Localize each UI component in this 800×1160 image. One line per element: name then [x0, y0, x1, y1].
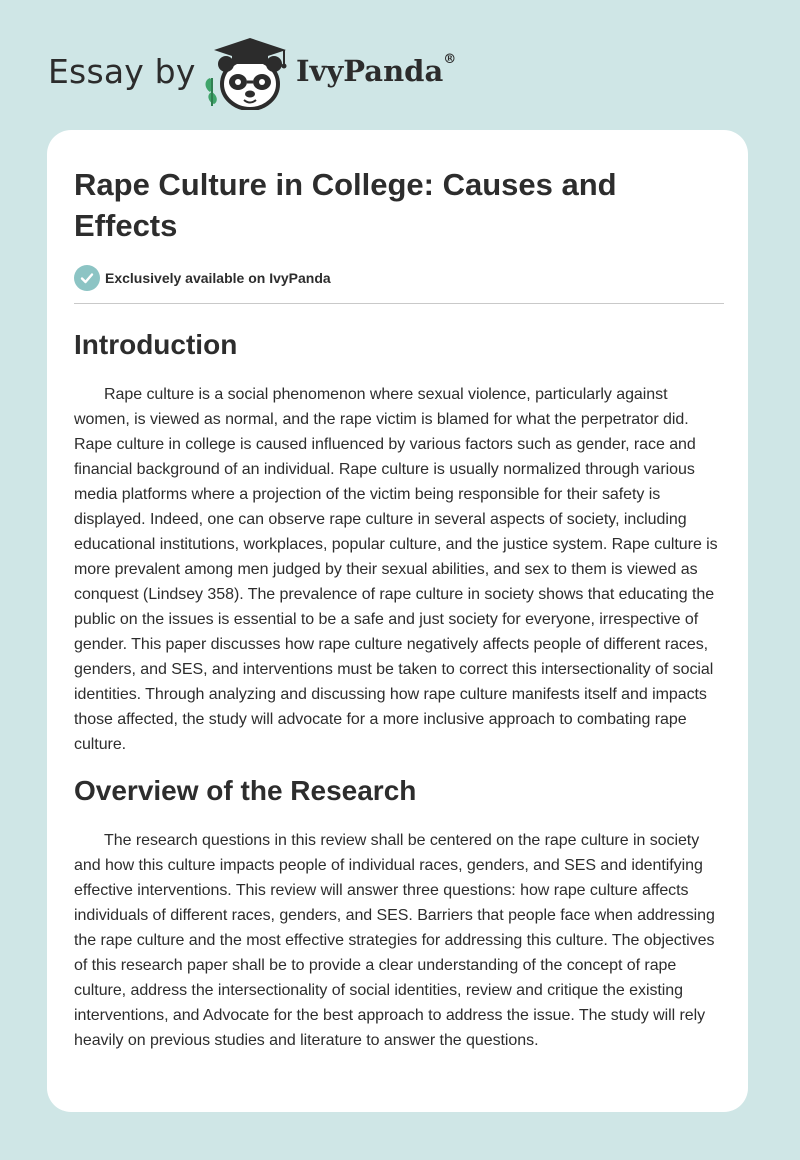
ivy-leaf-icon	[206, 78, 217, 106]
section-paragraph-overview: The research questions in this review shall be centered on the rape culture in society and how this culture impacts people of individual races, genders, and SES and identifying effective interventions. This review will answer three questions: how rape culture affects individuals of different races, genders, and SES. Barriers that people face when addressing the rape culture and the most effective strategies for addressing this culture. The objectives of this research paper shall be to provide a clear understanding of the concept of rape culture, address the intersectionality of social identities, review and critique the existing interventions, and Advocate for the best approach to address the issue. The study will rely heavily on previous studies and literature to answer the questions.	[74, 832, 715, 1049]
registered-mark: ®	[443, 52, 457, 67]
section-heading-overview: Overview of the Research	[74, 775, 417, 806]
brand-prefix: Essay by	[48, 52, 196, 91]
exclusive-badge	[74, 264, 724, 292]
panda-graduate-icon[interactable]	[200, 34, 292, 110]
essay-content	[74, 130, 724, 1053]
badge-text: Exclusively available on IvyPanda	[105, 270, 331, 286]
section-paragraph-introduction: Rape culture is a social phenomenon where sexual violence, particularly against women, is viewed as normal, and the rape victim is blamed for what the perpetrator did. Rape culture in college is caused influenced by various factors such as gender, race and financial background of an individual. Rape culture is usually normalized through various media platforms where a projection of the victim being responsible for their safety is displayed. Indeed, one can observe rape culture in several aspects of society, including educational institutions, workplaces, popular culture, and the justice system. Rape culture is more prevalent among men judged by their sexual abilities, and sex to them is viewed as conquest (Lindsey 358). The prevalence of rape culture in society shows that educating the public on the issues is essential to be a safe and just society for everyone, irrespective of gender. This paper discusses how rape culture negatively affects people of different races, genders, and SES, and interventions must be taken to correct this intersectionality of social identities. Through analyzing and discussing how rape culture manifests itself and impacts those affected, the study will advocate for a more inclusive approach to combating rape culture.	[74, 386, 718, 753]
check-icon	[74, 265, 100, 291]
page-title: Rape Culture in College: Causes and Effects	[74, 167, 617, 243]
brand-name[interactable]: IvyPanda®	[296, 52, 457, 88]
essay-card	[47, 130, 748, 1112]
divider	[74, 303, 724, 304]
brand-header	[48, 34, 488, 114]
section-heading-introduction: Introduction	[74, 329, 238, 360]
